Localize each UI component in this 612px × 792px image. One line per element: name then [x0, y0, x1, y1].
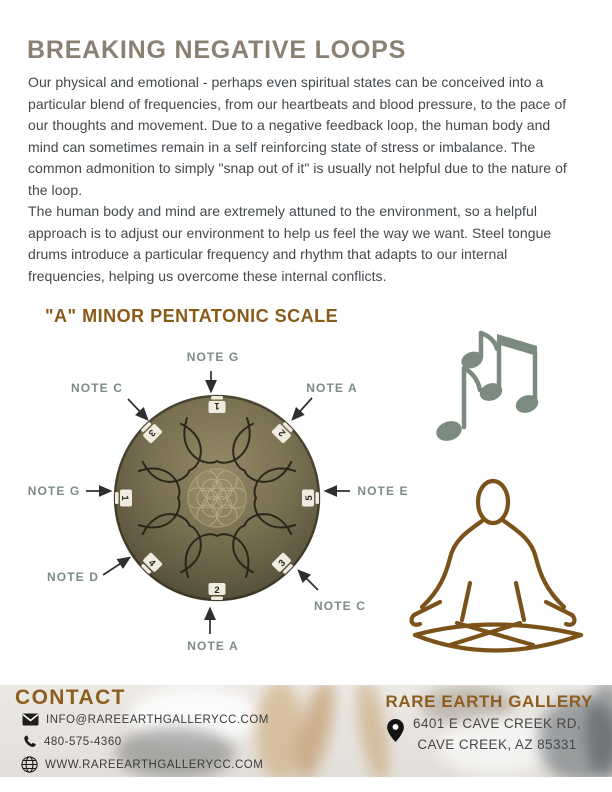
note-label-bottom: NOTE A: [187, 639, 239, 653]
note-label-right: NOTE E: [357, 484, 409, 498]
phone-handset-icon: [23, 735, 37, 749]
svg-text:3: 3: [276, 557, 289, 570]
svg-text:1: 1: [214, 400, 220, 411]
map-pin-wrap: [387, 713, 404, 747]
paragraph-line: the loop.: [28, 181, 83, 198]
svg-text:5: 5: [304, 495, 315, 501]
map-pin-icon: [387, 719, 404, 742]
scale-subtitle: "A" MINOR PENTATONIC SCALE: [45, 306, 339, 326]
contact-phone: 480-575-4360: [44, 736, 122, 748]
paragraph-line: our thoughts and movement. Due to a negative feedback loop, the human body and: [28, 117, 551, 133]
arrow-upper-right: [293, 398, 312, 419]
paragraph-line: drums introduce a particular frequency and rhythm that adapts to our internal: [28, 246, 508, 262]
gallery-name: RARE EARTH GALLERY: [385, 692, 593, 711]
paragraph-line: common admonition to simply "snap out of it" is usually not helpful due to the nature of: [28, 160, 567, 176]
svg-text:4: 4: [145, 557, 158, 570]
contact-website-row: [21, 756, 263, 773]
note-label-lower-right: NOTE C: [314, 599, 366, 613]
address-line-2: CAVE CREEK, AZ 85331: [417, 737, 577, 752]
note-label-upper-left: NOTE C: [71, 381, 123, 395]
paragraph-line: approach is to adjust our environment to help us feel the way we want. Steel tongue: [28, 224, 552, 241]
paragraph-line: particular blend of frequencies, from our heartbeats and blood pressure, to the pace of: [28, 95, 567, 112]
gallery-address: [387, 713, 581, 755]
intro-paragraphs: [28, 72, 567, 287]
paragraph-line: Our physical and emotional - perhaps even spiritual states can be conceived into a: [28, 74, 544, 90]
contact-phone-row: [23, 735, 122, 749]
svg-text:3: 3: [145, 426, 158, 439]
svg-text:1: 1: [119, 495, 130, 501]
note-label-top: NOTE G: [186, 350, 240, 364]
arrow-lower-right: [299, 571, 318, 590]
note-label-upper-right: NOTE A: [306, 381, 358, 395]
envelope-icon: [22, 713, 39, 726]
paragraph-line: The human body and mind are extremely attuned to the environment, so a helpful: [28, 203, 537, 219]
globe-icon: [21, 756, 38, 773]
contact-email: INFO@RAREEARTHGALLERYCC.COM: [46, 713, 269, 726]
address-line-1: 6401 E CAVE CREEK RD,: [413, 716, 581, 731]
svg-text:2: 2: [214, 585, 220, 596]
contact-email-row: [22, 713, 269, 726]
contact-website: WWW.RAREEARTHGALLERYCC.COM: [45, 758, 264, 771]
note-label-lower-left: NOTE D: [47, 570, 99, 584]
svg-text:2: 2: [276, 426, 289, 439]
note-label-left: NOTE G: [27, 484, 81, 498]
meditating-person-icon: [396, 466, 600, 672]
arrow-upper-left: [128, 399, 147, 419]
contact-heading: CONTACT: [15, 686, 126, 709]
address-lines: [413, 713, 581, 755]
paragraph-line: mind can sometimes remain in a self reinforcing state of stress or imbalance. The: [28, 138, 536, 155]
paragraph-line: frequencies, helping us overcome these internal conflicts.: [28, 267, 387, 284]
music-notes-icon: [420, 326, 545, 451]
page-title: BREAKING NEGATIVE LOOPS: [27, 36, 407, 64]
